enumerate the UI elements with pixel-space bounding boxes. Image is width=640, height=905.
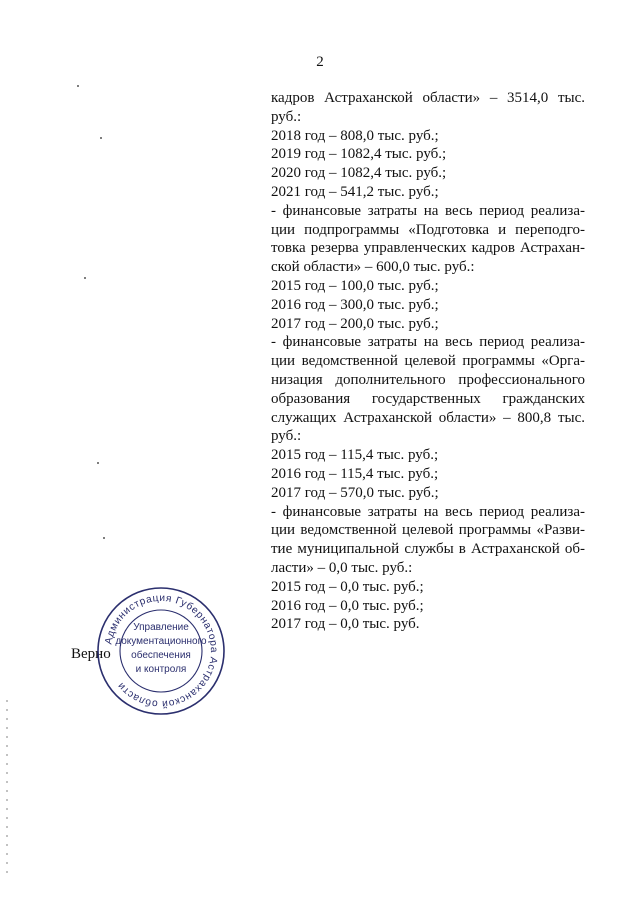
stamp-inner-line: обеспечения	[131, 650, 191, 661]
text-line: - финансовые затраты на весь период реализа-	[271, 503, 585, 520]
text-line: руб.:	[271, 108, 302, 125]
body-text	[271, 89, 585, 634]
text-line: товка резерва управленческих кадров Астрахан-	[271, 240, 585, 257]
text-line: 2015 год – 115,4 тыс. руб.;	[271, 447, 439, 464]
text-line: образования государственных гражданских	[271, 390, 585, 407]
scan-speck	[77, 85, 79, 87]
text-line: 2016 год – 300,0 тыс. руб.;	[271, 296, 439, 313]
text-line: - финансовые затраты на весь период реализа-	[271, 202, 585, 219]
text-line: 2021 год – 541,2 тыс. руб.;	[271, 183, 439, 200]
text-line: ции подпрограммы «Подготовка и переподго-	[271, 221, 585, 238]
stamp-inner-line: Управление	[133, 622, 189, 633]
text-line: ции ведомственной целевой программы «Орга-	[271, 353, 585, 370]
text-line: 2015 год – 100,0 тыс. руб.;	[271, 277, 439, 294]
text-line: - финансовые затраты на весь период реализа-	[271, 334, 585, 351]
stamp-inner-line: и контроля	[135, 664, 187, 675]
text-line: 2018 год – 808,0 тыс. руб.;	[271, 127, 439, 144]
text-line: 2017 год – 200,0 тыс. руб.;	[271, 315, 439, 332]
scan-margin-marks	[6, 700, 8, 880]
text-line: руб.:	[271, 428, 302, 445]
text-line: ции ведомственной целевой программы «Разви-	[271, 522, 585, 539]
text-line: 2020 год – 1082,4 тыс. руб.;	[271, 165, 447, 182]
scan-speck	[97, 462, 99, 464]
verno-label: Верно	[71, 646, 111, 662]
text-line: 2019 год – 1082,4 тыс. руб.;	[271, 146, 447, 163]
official-stamp	[95, 585, 227, 717]
page-number: 2	[316, 54, 324, 70]
stamp-outer-text: Администрация Губернатора Астраханской области	[103, 592, 220, 710]
scan-speck	[84, 277, 86, 279]
text-line: тие муниципальной службы в Астраханской об-	[271, 541, 585, 558]
text-line: 2016 год – 115,4 тыс. руб.;	[271, 465, 439, 482]
text-line: 2016 год – 0,0 тыс. руб.;	[271, 597, 424, 614]
text-line: 2015 год – 0,0 тыс. руб.;	[271, 578, 424, 595]
scan-speck	[100, 137, 102, 139]
text-line: кадров Астраханской области» – 3514,0 тыс.	[271, 90, 585, 106]
text-line: служащих Астраханской области» – 800,8 тыс.	[271, 409, 585, 426]
stamp-inner-text	[115, 622, 207, 675]
text-line: ской области» – 600,0 тыс. руб.:	[271, 259, 475, 276]
stamp-inner-line: документационного	[115, 636, 207, 647]
text-line: 2017 год – 0,0 тыс. руб.	[271, 616, 420, 633]
text-line: 2017 год – 570,0 тыс. руб.;	[271, 484, 439, 501]
text-line: низация дополнительного профессионального	[271, 371, 585, 388]
text-line: ласти» – 0,0 тыс. руб.:	[271, 559, 413, 576]
scan-speck	[103, 537, 105, 539]
